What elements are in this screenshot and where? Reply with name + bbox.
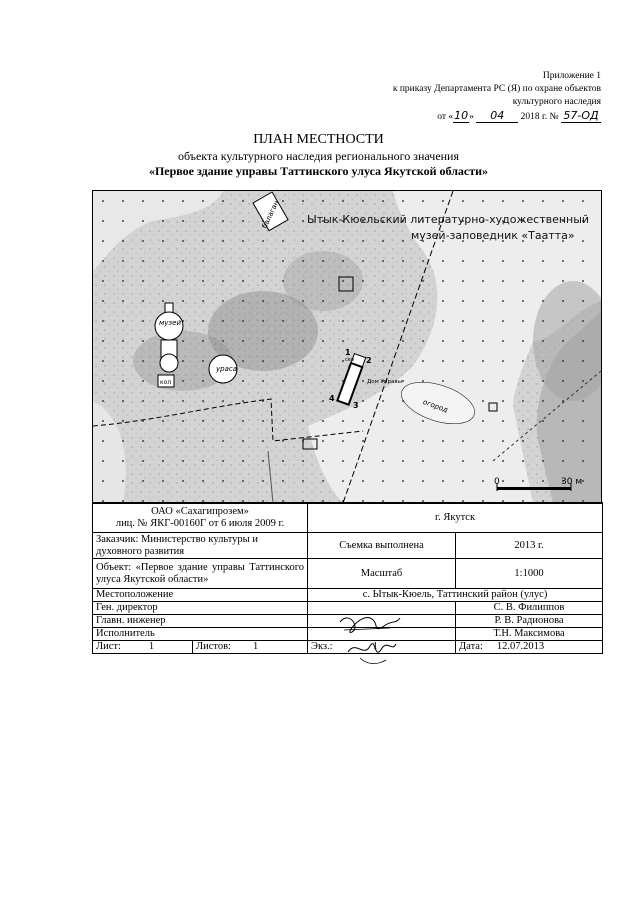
scale-end: 30 м [561,477,583,487]
survey-label: Съемка выполнена [308,533,456,559]
director-name: С. В. Филиппов [456,602,603,615]
appendix-day: 10 [454,109,469,122]
executor-name: Т.Н. Максимова [456,628,603,641]
org-cell: ОАО «Сахагипрозем» лиц. № ЯКГ-00160Г от 6 июля 2009 г. [93,503,308,533]
point-3: 3 [353,401,359,410]
city-cell: г. Якутск [308,503,603,533]
location-label: Местоположение [93,589,308,602]
director-label: Ген. директор [93,602,308,615]
label-garden: огород [421,397,449,415]
date-cell: Дата: 12.07.2013 [456,641,603,654]
appendix-date-line: от «10» 04 2018 г. № 57-ОД [393,109,601,124]
engineer-name: Р. В. Радионова [456,615,603,628]
appendix-number: 57-ОД [561,109,601,123]
appendix-year: 2018 г. № [520,112,559,122]
site-map [92,190,602,504]
label-ser: сер [345,357,354,363]
object-cell: Объект: «Первое здание управы Таттинского улуса Якутской области» [93,559,308,589]
appendix-month: 04 [476,109,518,123]
appendix-order: к приказу Департамента РС (Я) по охране объектов [392,84,601,94]
scale-value: 1:1000 [456,559,603,589]
page-title: ПЛАН МЕСТНОСТИ [253,132,384,147]
engineer-label: Главн. инженер [93,615,308,628]
scale-zero: 0 [494,477,500,487]
point-2: 2 [366,356,372,365]
sheet-cell: Лист: 1 [93,641,193,654]
page-subtitle: объекта культурного наследия регионального значения [177,149,460,163]
signature-scribble [330,608,410,668]
scale-label: Масштаб [308,559,456,589]
label-kiosk: кол [160,379,172,386]
label-balagan: балаган [260,199,281,230]
point-1: 1 [345,348,351,357]
label-reserve-line1: Ытык-Кюельский литературно-художественный [307,213,590,226]
copy-cell: Экз.: 1 [308,641,456,654]
object-title: «Первое здание управы Таттинского улуса Якутской области» [148,164,489,178]
appendix-title: Приложение 1 [542,71,601,81]
label-house: Дом Управы [367,379,402,385]
survey-year: 2013 г. [456,533,603,559]
map-drawing [93,191,601,503]
location-value: с. Ытык-Кюель, Таттинский район (улус) [308,589,603,602]
executor-label: Исполнитель [93,628,308,641]
label-urasa: ураса [216,365,238,373]
label-museum: музей [159,319,182,327]
label-reserve-line2: музей-заповедник «Таатта» [411,229,575,242]
point-4: 4 [329,394,335,403]
sheets-cell: Листов: 1 [193,641,308,654]
appendix-heritage: культурного наследия [512,97,601,107]
appendix-block [393,70,601,124]
customer-cell: Заказчик: Министерство культуры и духовного развития [93,533,308,559]
